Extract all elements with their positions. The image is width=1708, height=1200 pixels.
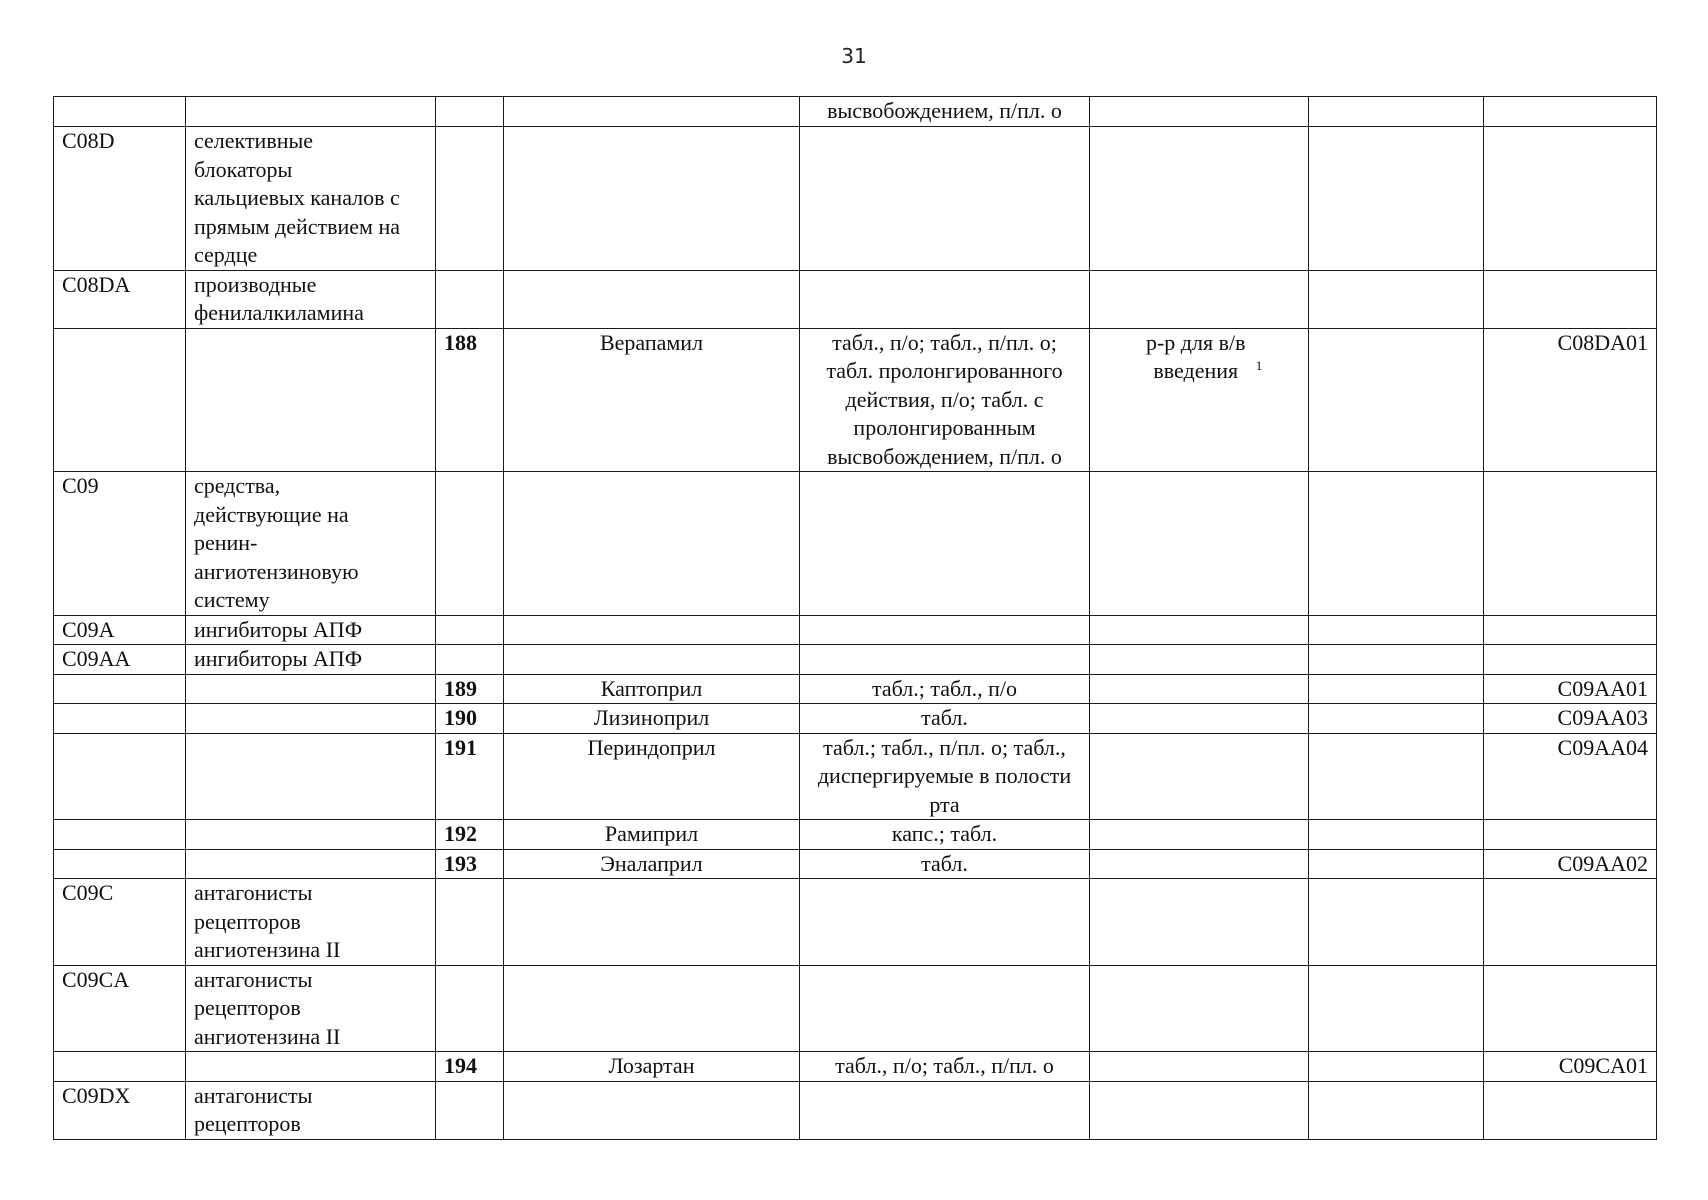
footnote-marker: 1	[1255, 357, 1263, 373]
drug-name-cell	[504, 1052, 800, 1082]
item-number-cell	[436, 127, 504, 271]
extra-column-cell	[1309, 615, 1484, 645]
atc-group-code: C09	[62, 473, 99, 498]
drug-name-cell	[504, 820, 800, 850]
dosage-forms: табл.	[921, 705, 968, 730]
atc-code: C09AA02	[1557, 850, 1648, 876]
page-number: 31	[841, 44, 867, 68]
extra-column-cell	[1309, 328, 1484, 472]
injection-forms-cell	[1090, 645, 1309, 675]
table-row	[54, 615, 1657, 645]
atc-group-code-cell	[54, 704, 186, 734]
drug-name: Верапамил	[599, 329, 704, 355]
drug-name-cell	[504, 127, 800, 271]
injection-forms-cell	[1090, 674, 1309, 704]
atc-group-name-cell	[186, 820, 436, 850]
table-row	[54, 849, 1657, 879]
atc-group-code-cell	[54, 879, 186, 966]
injection-forms-cell	[1090, 270, 1309, 328]
atc-group-name-cell	[186, 472, 436, 616]
atc-group-code-cell	[54, 472, 186, 616]
atc-code-cell	[1484, 472, 1657, 616]
atc-code: C09CA01	[1558, 1053, 1648, 1078]
atc-group-name: антагонисты рецепторов ангиотензина II	[194, 966, 341, 1049]
table-row	[54, 674, 1657, 704]
atc-code-cell	[1484, 270, 1657, 328]
injection-forms: р-р для в/в введения	[1145, 329, 1246, 383]
table-row	[54, 1081, 1657, 1139]
injection-forms-cell	[1090, 820, 1309, 850]
atc-group-name-cell	[186, 615, 436, 645]
dosage-forms-cell	[800, 615, 1090, 645]
injection-forms-cell	[1090, 472, 1309, 616]
item-number-cell	[436, 733, 504, 820]
extra-column-cell	[1309, 704, 1484, 734]
drug-name-cell	[504, 674, 800, 704]
atc-group-code: C08DA	[62, 271, 131, 297]
atc-code-cell	[1484, 733, 1657, 820]
drug-name: Каптоприл	[600, 675, 703, 701]
atc-group-name-cell	[186, 97, 436, 127]
atc-group-name-cell	[186, 733, 436, 820]
table-row	[54, 704, 1657, 734]
drug-name-cell	[504, 704, 800, 734]
atc-group-code-cell	[54, 965, 186, 1052]
atc-group-name: селективные блокаторы кальциевых каналов с прямым действием на сердце	[194, 128, 401, 267]
dosage-forms: табл.; табл., п/о	[871, 675, 1018, 701]
injection-forms-cell	[1090, 1081, 1309, 1139]
item-number: 193	[444, 850, 477, 876]
extra-column-cell	[1309, 879, 1484, 966]
injection-forms-cell	[1090, 97, 1309, 127]
item-number: 191	[444, 734, 477, 760]
extra-column-cell	[1309, 820, 1484, 850]
extra-column-cell	[1309, 270, 1484, 328]
atc-group-name: ингибиторы АПФ	[194, 616, 363, 642]
atc-group-code-cell	[54, 1052, 186, 1082]
table-row	[54, 645, 1657, 675]
dosage-forms-cell	[800, 97, 1090, 127]
item-number-cell	[436, 645, 504, 675]
item-number-cell	[436, 879, 504, 966]
atc-group-code-cell	[54, 674, 186, 704]
dosage-forms-cell	[800, 849, 1090, 879]
dosage-forms-cell	[800, 328, 1090, 472]
item-number-cell	[436, 97, 504, 127]
injection-forms-cell	[1090, 615, 1309, 645]
drug-name-cell	[504, 97, 800, 127]
atc-code-cell	[1484, 1052, 1657, 1082]
dosage-forms: капс.; табл.	[891, 821, 998, 846]
atc-group-name-cell	[186, 270, 436, 328]
injection-forms-cell	[1090, 733, 1309, 820]
table-row	[54, 328, 1657, 472]
atc-group-code-cell	[54, 328, 186, 472]
injection-forms-cell	[1090, 879, 1309, 966]
dosage-forms-cell	[800, 674, 1090, 704]
atc-group-code-cell	[54, 645, 186, 675]
table-row	[54, 1052, 1657, 1082]
dosage-forms-cell	[800, 645, 1090, 675]
atc-group-name-cell	[186, 965, 436, 1052]
atc-group-name-cell	[186, 127, 436, 271]
extra-column-cell	[1309, 97, 1484, 127]
item-number: 190	[444, 705, 477, 730]
extra-column-cell	[1309, 1081, 1484, 1139]
atc-code: C09AA03	[1557, 705, 1648, 730]
dosage-forms-cell	[800, 820, 1090, 850]
drug-name-cell	[504, 879, 800, 966]
drug-name: Рамиприл	[604, 821, 699, 846]
dosage-forms-cell	[800, 472, 1090, 616]
atc-group-code-cell	[54, 270, 186, 328]
atc-group-name-cell	[186, 849, 436, 879]
item-number-cell	[436, 1081, 504, 1139]
atc-group-name: антагонисты рецепторов	[194, 1082, 313, 1136]
drug-name-cell	[504, 328, 800, 472]
atc-group-name: средства, действующие на ренин-ангиотензиновую систему	[194, 473, 359, 612]
table-row	[54, 965, 1657, 1052]
atc-group-code: C09C	[62, 880, 114, 905]
atc-code: C09AA01	[1557, 675, 1648, 701]
injection-forms-cell	[1090, 328, 1309, 472]
table-row	[54, 472, 1657, 616]
item-number-cell	[436, 965, 504, 1052]
atc-group-name-cell	[186, 328, 436, 472]
dosage-forms-cell	[800, 270, 1090, 328]
item-number-cell	[436, 674, 504, 704]
extra-column-cell	[1309, 1052, 1484, 1082]
dosage-forms-cell	[800, 733, 1090, 820]
extra-column-cell	[1309, 849, 1484, 879]
atc-code: C09AA04	[1557, 734, 1648, 760]
drug-name-cell	[504, 645, 800, 675]
extra-column-cell	[1309, 645, 1484, 675]
atc-group-code-cell	[54, 97, 186, 127]
drug-name-cell	[504, 270, 800, 328]
table-row	[54, 733, 1657, 820]
item-number-cell	[436, 615, 504, 645]
table-body	[54, 97, 1657, 1140]
drug-name-cell	[504, 472, 800, 616]
table-row	[54, 820, 1657, 850]
atc-group-name-cell	[186, 645, 436, 675]
dosage-forms-cell	[800, 1052, 1090, 1082]
atc-code-cell	[1484, 674, 1657, 704]
atc-group-code: C09CA	[62, 966, 130, 992]
extra-column-cell	[1309, 127, 1484, 271]
drug-name-cell	[504, 965, 800, 1052]
item-number: 192	[444, 821, 477, 846]
drug-name: Эналаприл	[600, 850, 703, 876]
extra-column-cell	[1309, 965, 1484, 1052]
atc-group-code: C09AA	[62, 646, 131, 671]
dosage-forms-cell	[800, 879, 1090, 966]
atc-code-cell	[1484, 328, 1657, 472]
drug-name-cell	[504, 849, 800, 879]
item-number: 194	[444, 1053, 477, 1078]
extra-column-cell	[1309, 674, 1484, 704]
dosage-forms: высвобождением, п/пл. о	[827, 98, 1062, 123]
atc-code-cell	[1484, 615, 1657, 645]
dosage-forms-cell	[800, 127, 1090, 271]
atc-group-code-cell	[54, 615, 186, 645]
atc-group-code: C09DX	[62, 1082, 131, 1108]
drug-name-cell	[504, 1081, 800, 1139]
atc-code-cell	[1484, 645, 1657, 675]
extra-column-cell	[1309, 733, 1484, 820]
table-row	[54, 879, 1657, 966]
drug-table	[53, 96, 1657, 1140]
table-row	[54, 97, 1657, 127]
injection-forms-cell	[1090, 965, 1309, 1052]
item-number-cell	[436, 472, 504, 616]
dosage-forms-cell	[800, 965, 1090, 1052]
injection-forms-cell	[1090, 704, 1309, 734]
dosage-forms: табл.	[921, 850, 968, 876]
atc-code-cell	[1484, 849, 1657, 879]
item-number-cell	[436, 328, 504, 472]
table-row	[54, 127, 1657, 271]
atc-group-name: производные фенилалкиламина	[194, 271, 364, 325]
atc-code-cell	[1484, 965, 1657, 1052]
item-number: 189	[444, 675, 477, 701]
extra-column-cell	[1309, 472, 1484, 616]
item-number-cell	[436, 270, 504, 328]
atc-group-name: антагонисты рецепторов ангиотензина II	[194, 880, 341, 962]
drug-name: Лозартан	[608, 1053, 695, 1078]
atc-group-code: C08D	[62, 128, 115, 153]
atc-group-name-cell	[186, 1052, 436, 1082]
item-number-cell	[436, 820, 504, 850]
drug-name: Лизиноприл	[593, 705, 710, 730]
dosage-forms-cell	[800, 704, 1090, 734]
injection-forms-cell	[1090, 849, 1309, 879]
table-row	[54, 270, 1657, 328]
item-number-cell	[436, 1052, 504, 1082]
atc-group-code-cell	[54, 1081, 186, 1139]
dosage-forms-cell	[800, 1081, 1090, 1139]
drug-name: Периндоприл	[587, 734, 716, 760]
atc-group-name-cell	[186, 674, 436, 704]
dosage-forms: табл., п/о; табл., п/пл. о; табл. пролонгированного действия, п/о; табл. с пролонгированным высвобождением, п/пл. о	[826, 329, 1063, 469]
injection-forms-cell	[1090, 127, 1309, 271]
atc-code-cell	[1484, 704, 1657, 734]
item-number: 188	[444, 329, 477, 355]
atc-group-code-cell	[54, 849, 186, 879]
drug-name-cell	[504, 615, 800, 645]
atc-group-name-cell	[186, 879, 436, 966]
item-number-cell	[436, 704, 504, 734]
atc-group-name-cell	[186, 704, 436, 734]
item-number-cell	[436, 849, 504, 879]
atc-group-name: ингибиторы АПФ	[194, 646, 363, 671]
atc-code-cell	[1484, 820, 1657, 850]
injection-forms-cell	[1090, 1052, 1309, 1082]
atc-code: C08DA01	[1557, 329, 1648, 355]
dosage-forms: табл.; табл., п/пл. о; табл., диспергируемые в полости рта	[817, 734, 1072, 817]
atc-group-code: C09A	[62, 616, 115, 642]
dosage-forms: табл., п/о; табл., п/пл. о	[835, 1053, 1054, 1078]
atc-code-cell	[1484, 97, 1657, 127]
atc-group-code-cell	[54, 733, 186, 820]
drug-name-cell	[504, 733, 800, 820]
atc-code-cell	[1484, 1081, 1657, 1139]
atc-group-code-cell	[54, 820, 186, 850]
atc-group-code-cell	[54, 127, 186, 271]
atc-group-name-cell	[186, 1081, 436, 1139]
atc-code-cell	[1484, 127, 1657, 271]
atc-code-cell	[1484, 879, 1657, 966]
